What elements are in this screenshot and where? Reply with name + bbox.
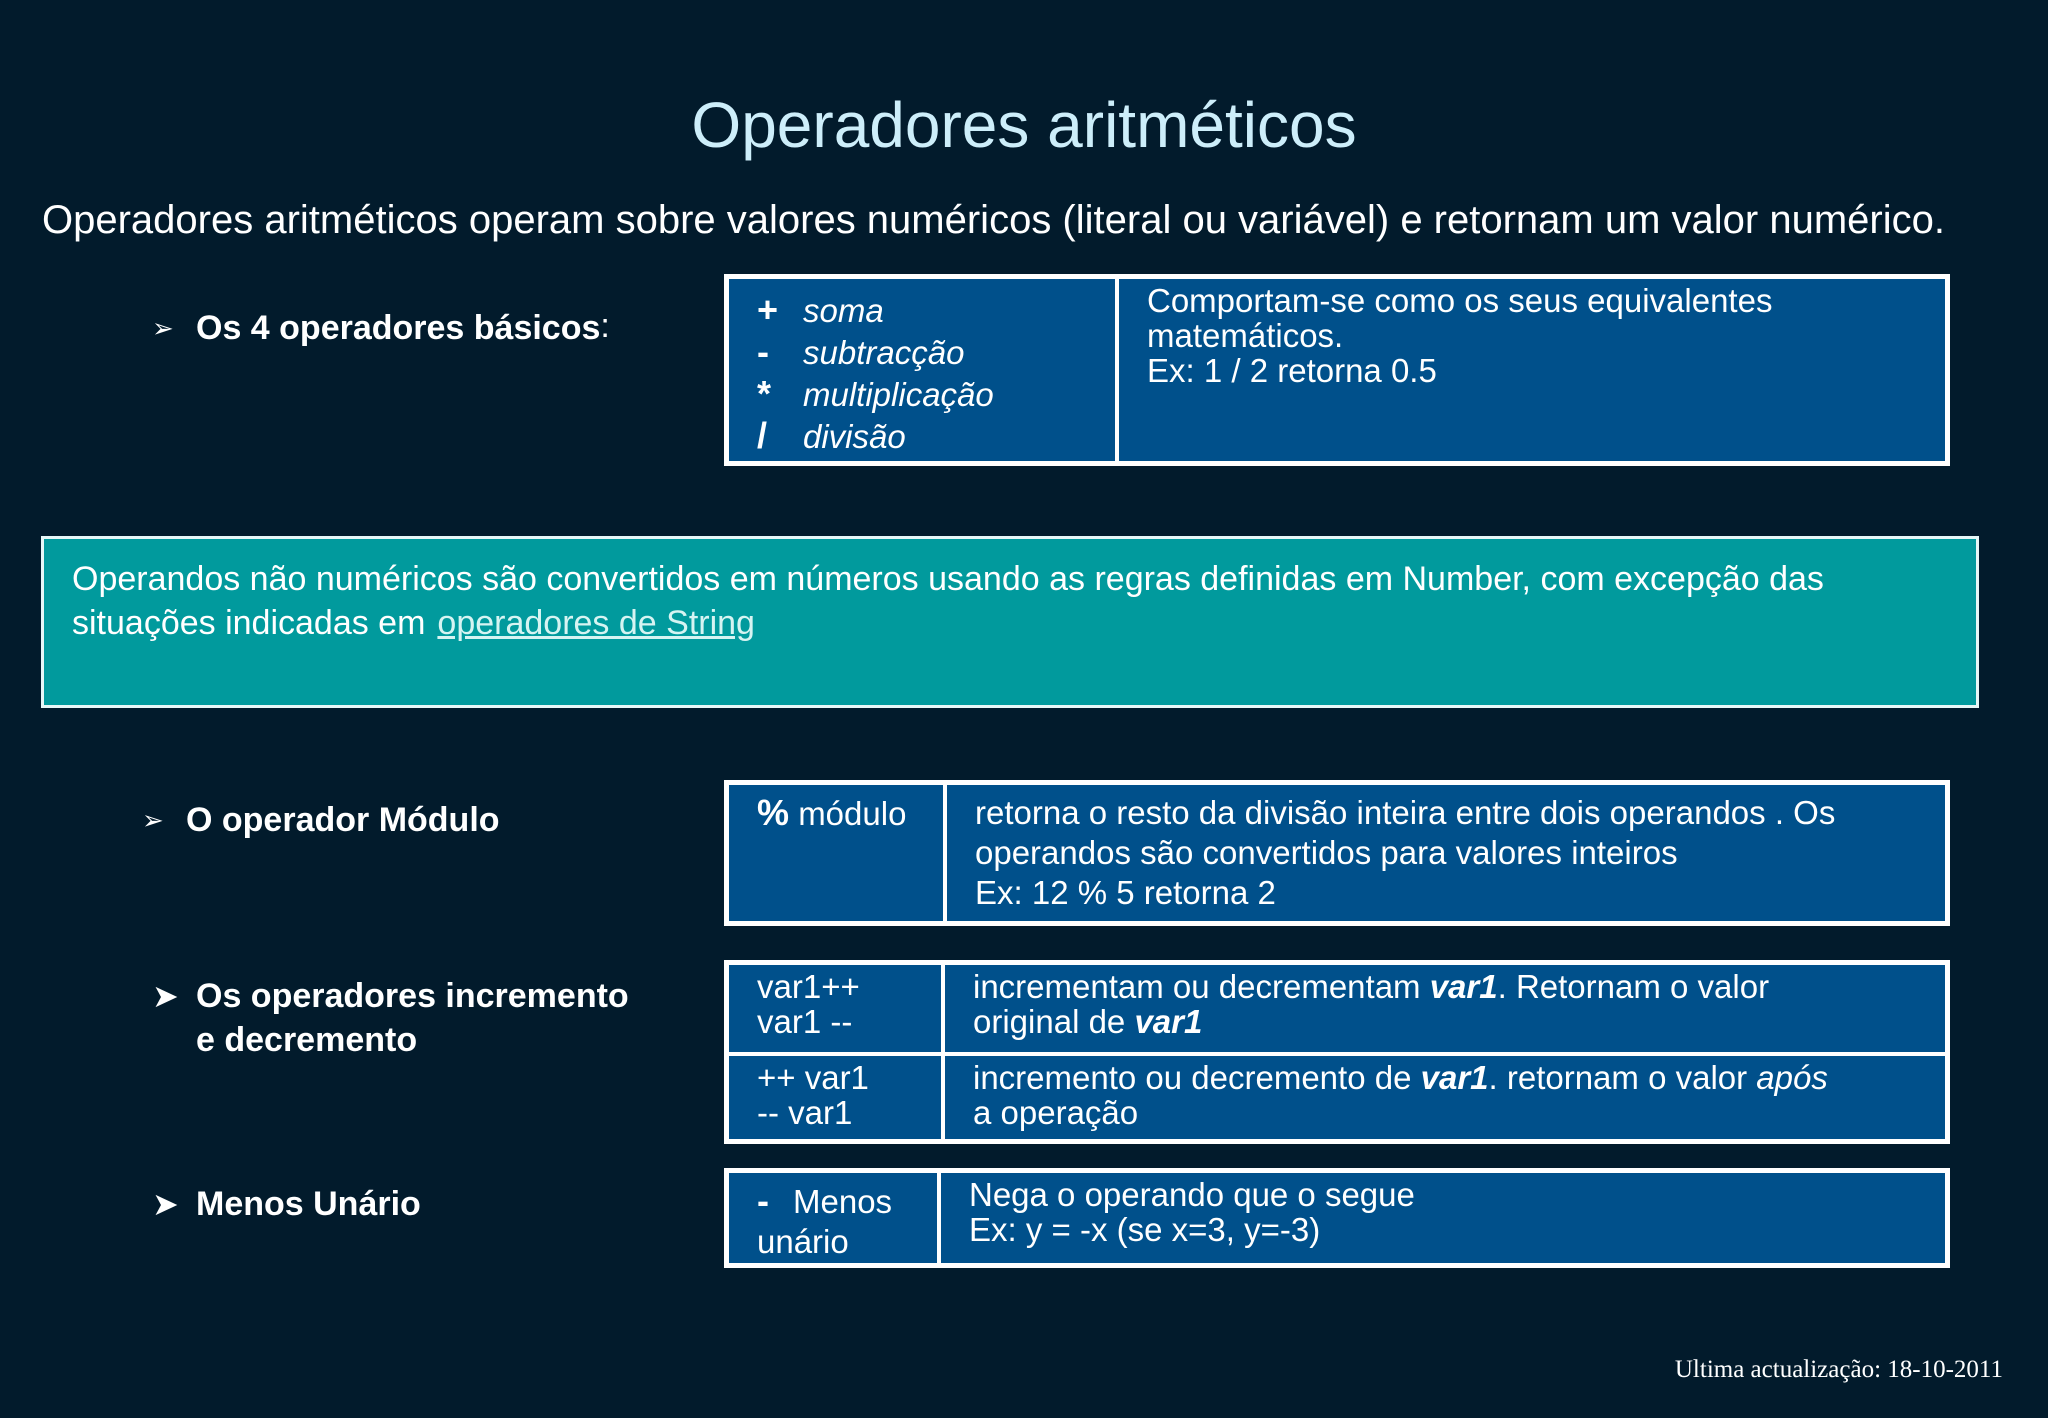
modulo-operator: % módulo bbox=[729, 785, 947, 921]
last-updated: Ultima actualização: 18-10-2011 bbox=[1674, 1356, 2003, 1383]
basic-operators-label: ➢ Os 4 operadores básicos: bbox=[152, 304, 610, 350]
arrow-bullet-icon: ➤ bbox=[152, 978, 179, 1015]
modulo-description: retorna o resto da divisão inteira entre dois operandos . Os operandos são convertidos para valores inteiros Ex: 12 % 5 retorna 2 bbox=[975, 794, 1836, 911]
unary-label: ➤ Menos Unário bbox=[152, 1180, 421, 1226]
increment-table bbox=[724, 960, 1950, 1144]
arrow-bullet-icon: ➤ bbox=[152, 1186, 179, 1223]
op-row-multiplicacao: * multiplicação bbox=[757, 373, 994, 414]
unary-operator: - Menos unário bbox=[729, 1173, 941, 1263]
op-row-divisao: / divisão bbox=[757, 415, 906, 456]
unary-table bbox=[724, 1168, 1950, 1268]
arrow-bullet-icon: ➢ bbox=[142, 805, 164, 836]
postfix-description: incrementam ou decrementam var1. Retornam o valor original de var1 bbox=[973, 968, 1770, 1040]
page-title: Operadores aritméticos bbox=[691, 89, 1357, 161]
conversion-note: Operandos não numéricos são convertidos em números usando as regras definidas em Number, com excepção das situações indicadas em operadores de String bbox=[41, 536, 1979, 708]
prefix-operators: ++ var1 -- var1 bbox=[729, 1056, 945, 1143]
string-operators-link[interactable]: operadores de String bbox=[437, 604, 755, 642]
unary-description: Nega o operando que o segue Ex: y = -x (se x=3, y=-3) bbox=[969, 1176, 1415, 1248]
increment-row-postfix bbox=[729, 965, 1945, 1052]
basic-operators-list bbox=[729, 279, 1119, 461]
increment-label: ➤ Os operadores incremento e decremento bbox=[152, 972, 629, 1062]
prefix-description: incremento ou decremento de var1. retornam o valor após a operação bbox=[973, 1059, 1828, 1131]
op-row-subtraccao: - subtracção bbox=[757, 331, 965, 372]
arrow-bullet-icon: ➢ bbox=[152, 313, 174, 344]
increment-row-prefix bbox=[729, 1052, 1945, 1143]
postfix-operators: var1++ var1 -- bbox=[729, 965, 945, 1052]
modulo-table bbox=[724, 780, 1950, 926]
op-row-soma: + soma bbox=[757, 289, 884, 330]
page-subtitle: Operadores aritméticos operam sobre valores numéricos (literal ou variável) e retornam um valor numérico. bbox=[42, 198, 1945, 242]
basic-operators-table bbox=[724, 274, 1950, 466]
modulo-label: ➢ O operador Módulo bbox=[142, 796, 500, 842]
basic-operators-description: Comportam-se como os seus equivalentes matemáticos. Ex: 1 / 2 retorna 0.5 bbox=[1147, 282, 1773, 389]
